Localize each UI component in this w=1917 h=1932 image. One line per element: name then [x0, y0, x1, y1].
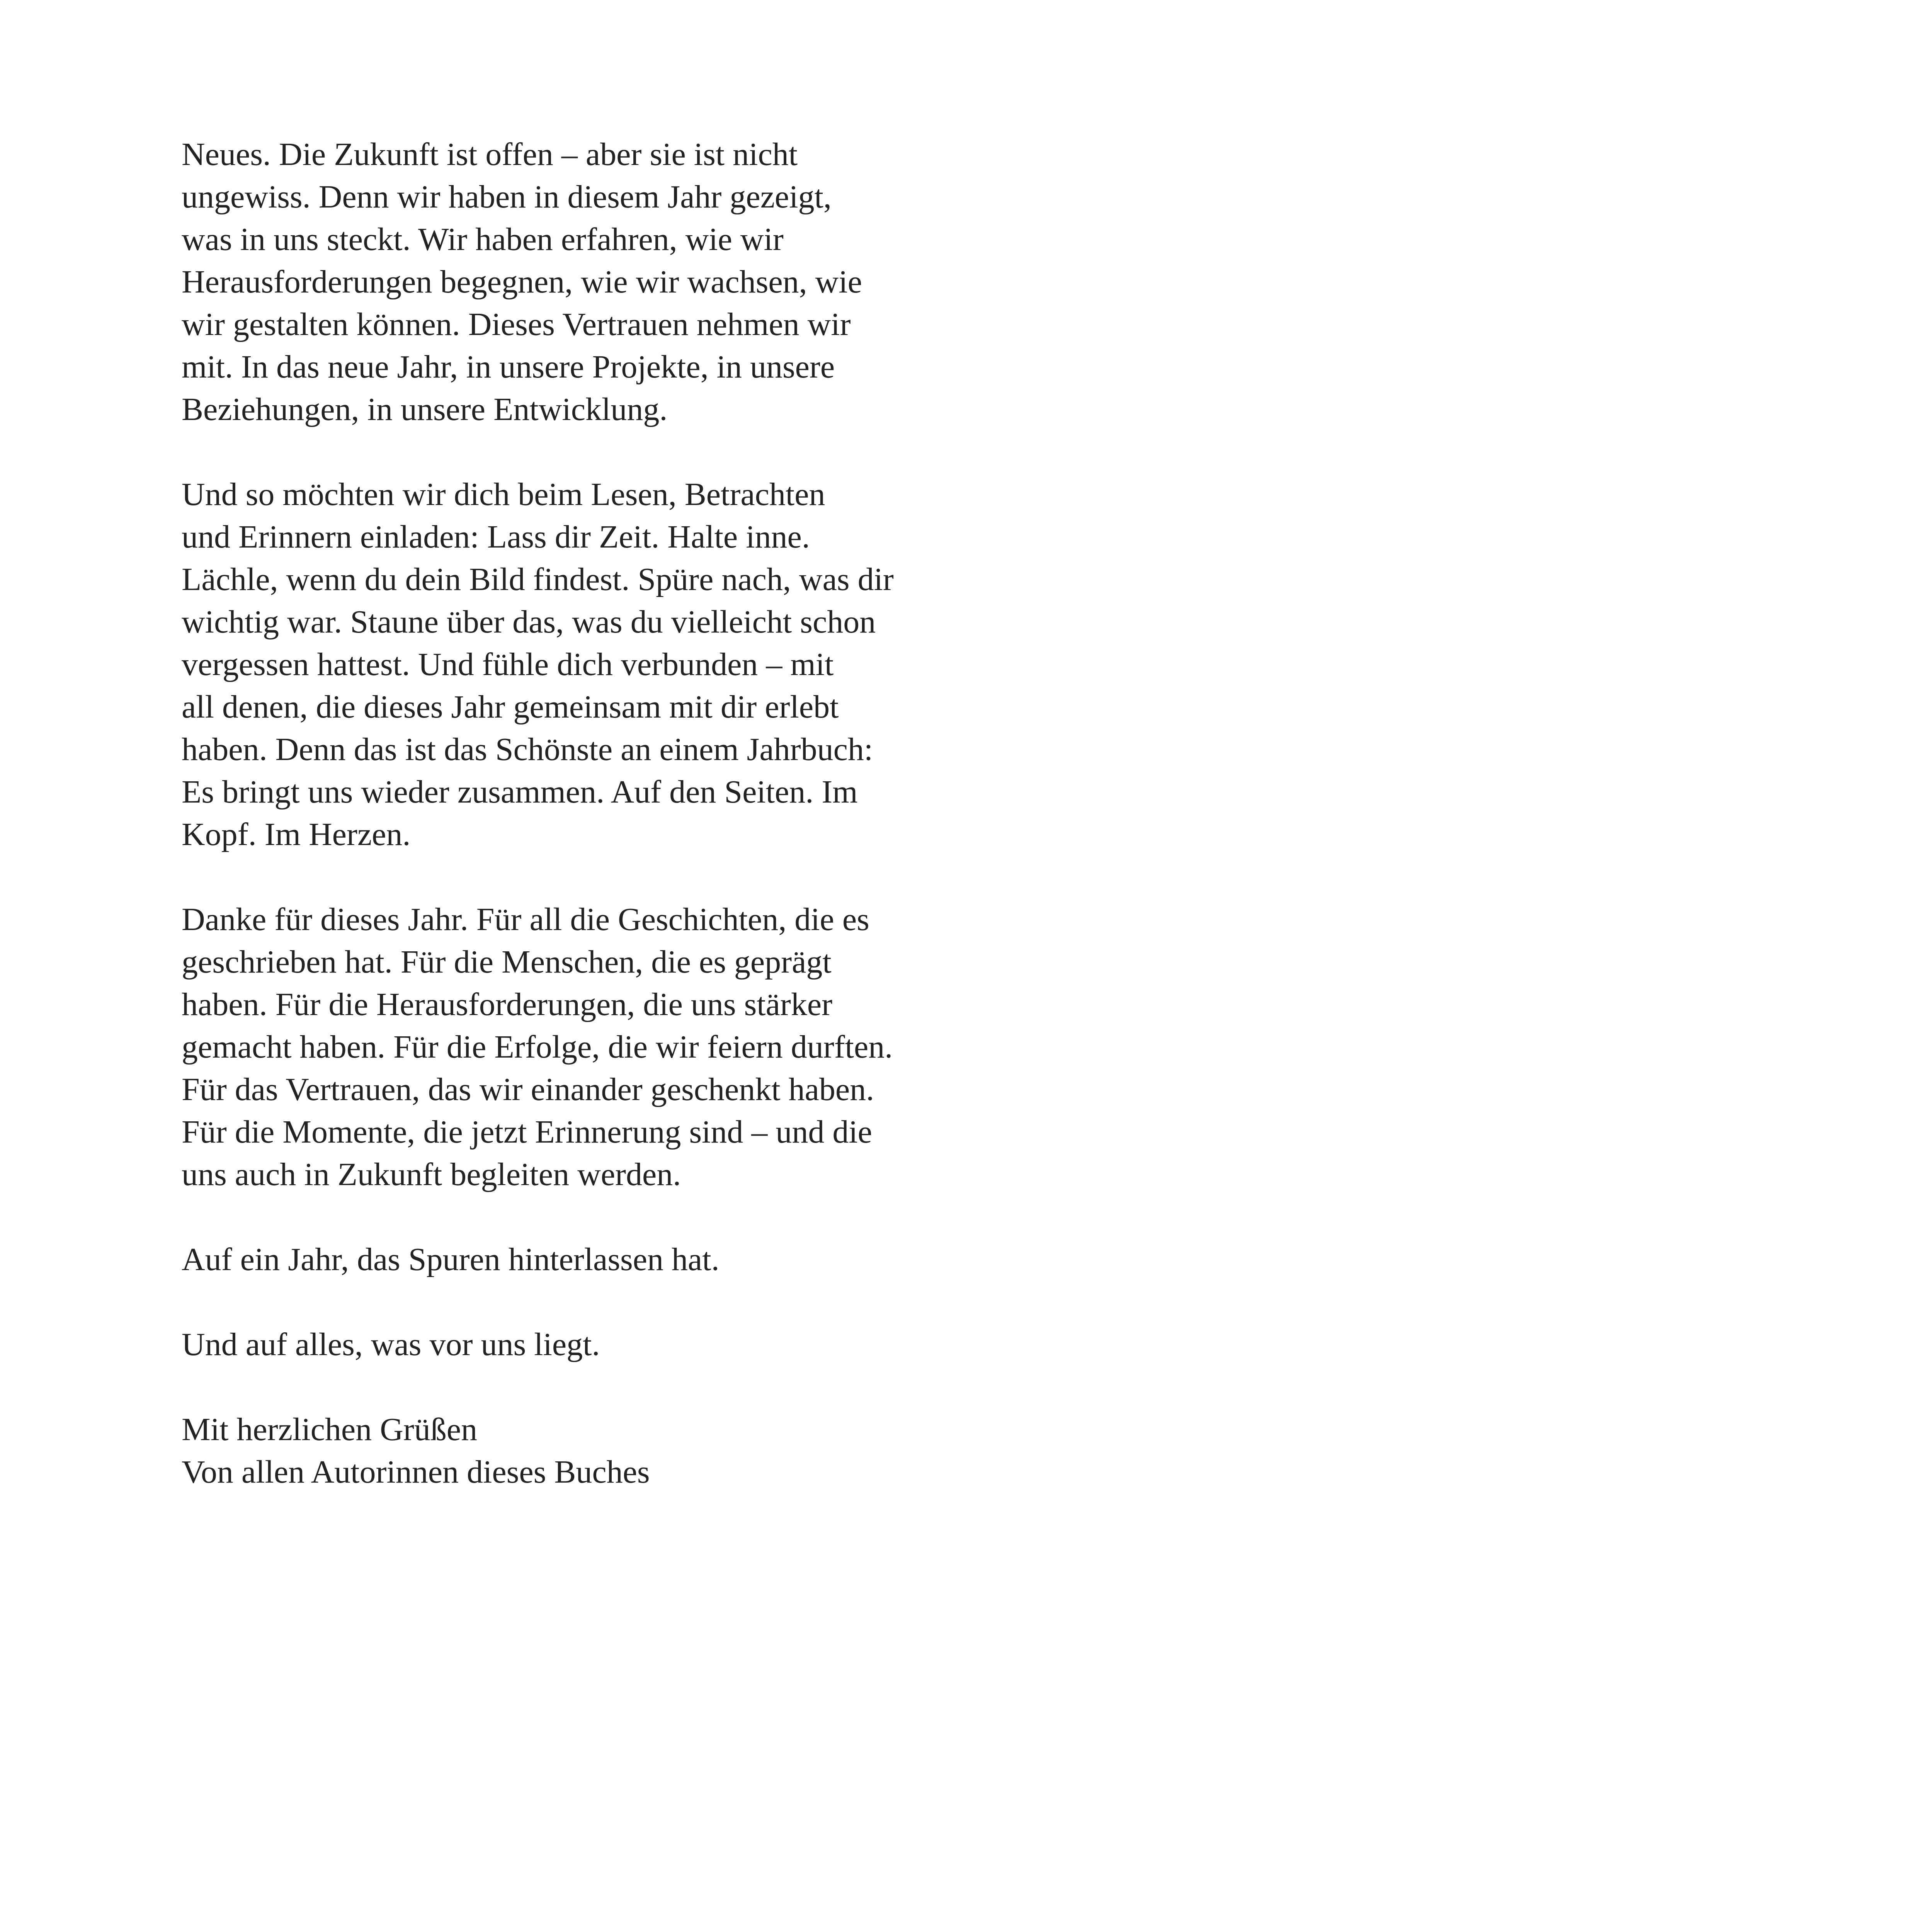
closing-greeting: Mit herzlichen Grüßen [182, 1412, 478, 1447]
paragraph-toast-future [182, 1323, 1024, 1366]
paragraph-invitation [182, 473, 1024, 856]
text-line: Danke für dieses Jahr. Für all die Geschichten, die es [182, 901, 869, 937]
paragraph-thanks [182, 898, 1024, 1196]
text-line: Für die Momente, die jetzt Erinnerung sind – und die [182, 1114, 872, 1150]
paragraph-future [182, 133, 1024, 431]
text-line: und Erinnern einladen: Lass dir Zeit. Halte inne. [182, 519, 810, 555]
text-line: Neues. Die Zukunft ist offen – aber sie ist nicht [182, 136, 798, 172]
text-line: wir gestalten können. Dieses Vertrauen nehmen wir [182, 306, 851, 342]
paragraph-toast-year [182, 1238, 1024, 1281]
text-line: all denen, die dieses Jahr gemeinsam mit dir erlebt [182, 689, 839, 725]
text-line: Und auf alles, was vor uns liegt. [182, 1327, 600, 1362]
text-line: vergessen hattest. Und fühle dich verbunden – mit [182, 646, 834, 682]
text-line: Und so möchten wir dich beim Lesen, Betrachten [182, 476, 825, 512]
text-line: Für das Vertrauen, das wir einander geschenkt haben. [182, 1071, 874, 1107]
text-line: uns auch in Zukunft begleiten werden. [182, 1156, 681, 1192]
closing-signature: Von allen Autorinnen dieses Buches [182, 1454, 650, 1490]
text-line: geschrieben hat. Für die Menschen, die es geprägt [182, 944, 832, 980]
text-line: haben. Für die Herausforderungen, die uns stärker [182, 986, 833, 1022]
text-line: ungewiss. Denn wir haben in diesem Jahr gezeigt, [182, 179, 832, 215]
text-line: Kopf. Im Herzen. [182, 816, 411, 852]
paragraph-closing [182, 1408, 1024, 1493]
text-line: gemacht haben. Für die Erfolge, die wir feiern durften. [182, 1029, 893, 1065]
text-line: was in uns steckt. Wir haben erfahren, wie wir [182, 221, 784, 257]
text-line: mit. In das neue Jahr, in unsere Projekte, in unsere [182, 349, 835, 385]
text-line: wichtig war. Staune über das, was du vielleicht schon [182, 604, 876, 640]
text-line: Auf ein Jahr, das Spuren hinterlassen hat. [182, 1242, 720, 1277]
text-line: haben. Denn das ist das Schönste an einem Jahrbuch: [182, 731, 873, 767]
body-text [182, 133, 1024, 1493]
text-line: Lächle, wenn du dein Bild findest. Spüre nach, was dir [182, 561, 894, 597]
text-line: Herausforderungen begegnen, wie wir wachsen, wie [182, 264, 862, 300]
text-line: Beziehungen, in unsere Entwicklung. [182, 391, 668, 427]
text-line: Es bringt uns wieder zusammen. Auf den Seiten. Im [182, 774, 858, 810]
